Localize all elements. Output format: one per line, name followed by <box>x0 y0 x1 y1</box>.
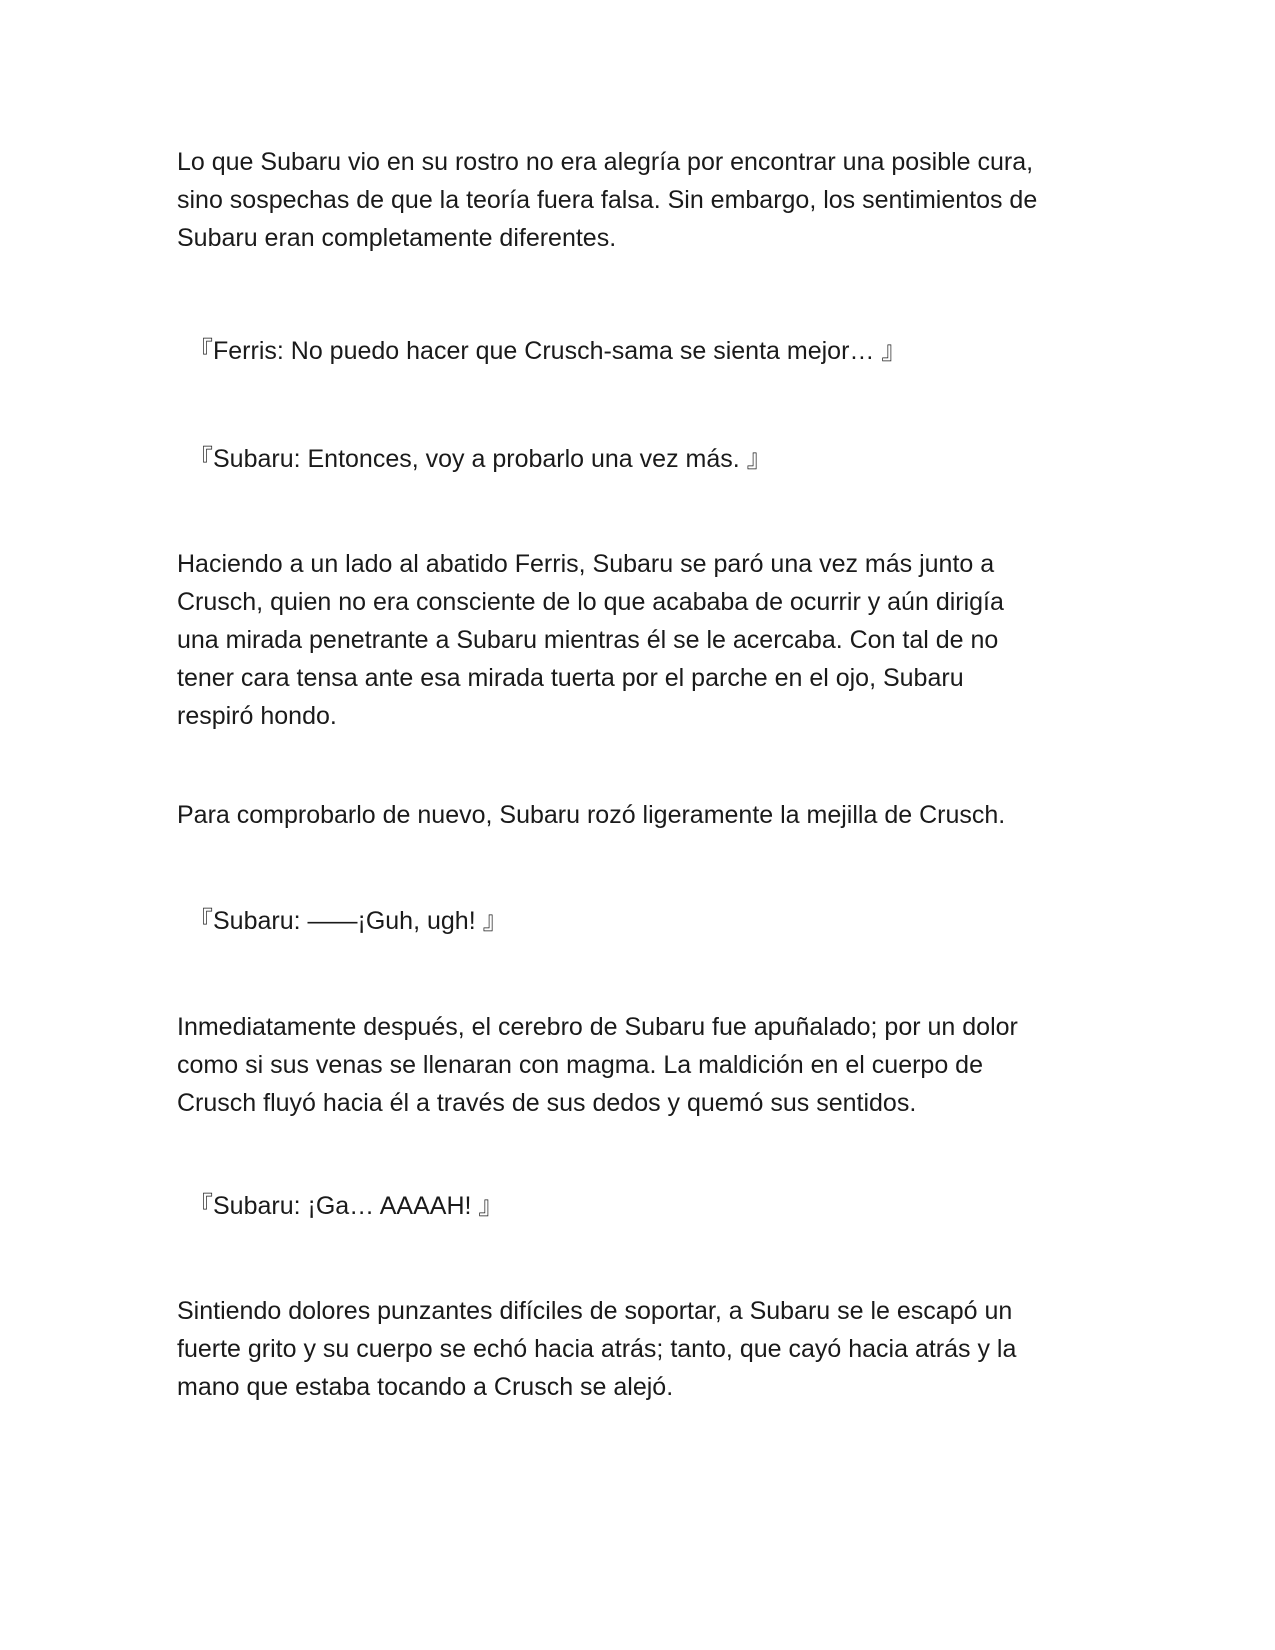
text-line: una mirada penetrante a Subaru mientras él se le acercaba. Con tal de no <box>177 626 999 654</box>
dialogue-subaru-2 <box>188 902 1108 940</box>
text-line: Haciendo a un lado al abatido Ferris, Subaru se paró una vez más junto a <box>177 550 995 578</box>
paragraph-5 <box>177 1292 1097 1406</box>
paragraph-3 <box>177 796 1097 834</box>
text-line: 『Subaru: ¡Ga… AAAAH! 』 <box>188 1192 504 1220</box>
text-line: Lo que Subaru vio en su rostro no era alegría por encontrar una posible cura, <box>177 148 1034 176</box>
text-line: 『Ferris: No puedo hacer que Crusch-sama se sienta mejor… 』 <box>188 337 907 365</box>
text-line: Inmediatamente después, el cerebro de Subaru fue apuñalado; por un dolor <box>177 1013 1018 1041</box>
paragraph-1 <box>177 143 1097 257</box>
text-line: mano que estaba tocando a Crusch se alejó. <box>177 1373 674 1401</box>
text-line: 『Subaru: Entonces, voy a probarlo una vez más. 』 <box>188 445 772 473</box>
text-line: respiró hondo. <box>177 702 337 730</box>
text-line: Para comprobarlo de nuevo, Subaru rozó ligeramente la mejilla de Crusch. <box>177 801 1006 829</box>
text-line: Sintiendo dolores punzantes difíciles de soportar, a Subaru se le escapó un <box>177 1297 1013 1325</box>
text-line: Subaru eran completamente diferentes. <box>177 224 617 252</box>
text-line: como si sus venas se llenaran con magma. La maldición en el cuerpo de <box>177 1051 983 1079</box>
text-line: tener cara tensa ante esa mirada tuerta por el parche en el ojo, Subaru <box>177 664 964 692</box>
text-line: Crusch, quien no era consciente de lo que acababa de ocurrir y aún dirigía <box>177 588 1004 616</box>
text-line: sino sospechas de que la teoría fuera falsa. Sin embargo, los sentimientos de <box>177 186 1038 214</box>
paragraph-2 <box>177 545 1097 735</box>
text-line: Crusch fluyó hacia él a través de sus dedos y quemó sus sentidos. <box>177 1089 917 1117</box>
dialogue-ferris <box>188 332 1108 370</box>
text-line: 『Subaru: ——¡Guh, ugh! 』 <box>188 907 508 935</box>
dialogue-subaru-3 <box>188 1187 1108 1225</box>
dialogue-subaru-1 <box>188 440 1108 478</box>
paragraph-4 <box>177 1008 1097 1122</box>
text-line: fuerte grito y su cuerpo se echó hacia atrás; tanto, que cayó hacia atrás y la <box>177 1335 1017 1363</box>
